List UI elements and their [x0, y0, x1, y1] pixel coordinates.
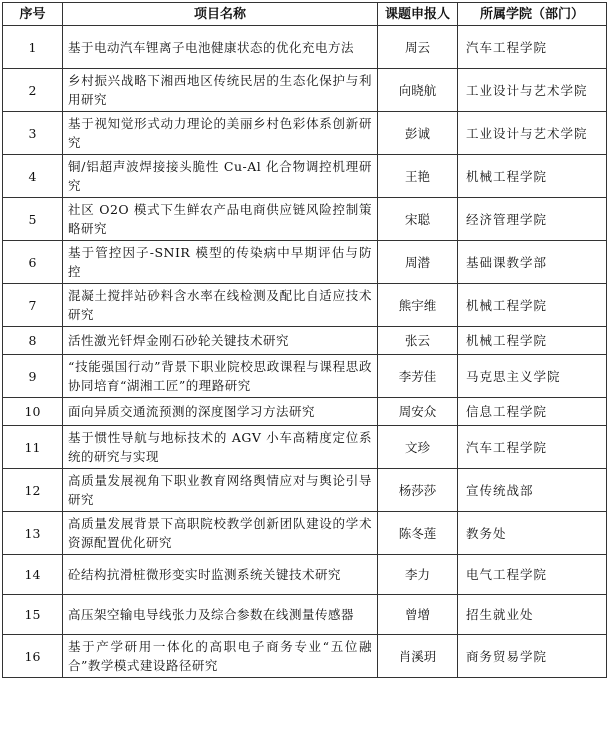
row-applicant: 熊宇维	[378, 284, 458, 327]
row-serial-number: 10	[3, 398, 63, 426]
row-college: 工业设计与艺术学院	[458, 69, 607, 112]
table-row	[3, 555, 607, 595]
row-project-name: 乡村振兴战略下湘西地区传统民居的生态化保护与利用研究	[63, 69, 378, 112]
table-header-row	[3, 3, 607, 26]
row-college: 机械工程学院	[458, 155, 607, 198]
table-body	[3, 26, 607, 678]
row-serial-number: 6	[3, 241, 63, 284]
table-row	[3, 112, 607, 155]
table-row	[3, 469, 607, 512]
table-row	[3, 426, 607, 469]
table-row	[3, 635, 607, 678]
row-serial-number: 16	[3, 635, 63, 678]
row-applicant: 王艳	[378, 155, 458, 198]
row-project-name: 高质量发展视角下职业教育网络舆情应对与舆论引导研究	[63, 469, 378, 512]
row-serial-number: 2	[3, 69, 63, 112]
row-college: 马克思主义学院	[458, 355, 607, 398]
row-project-name: “技能强国行动”背景下职业院校思政课程与课程思政协同培育“湖湘工匠”的理路研究	[63, 355, 378, 398]
row-college: 经济管理学院	[458, 198, 607, 241]
row-college: 汽车工程学院	[458, 426, 607, 469]
row-project-name: 基于惯性导航与地标技术的 AGV 小车高精度定位系统的研究与实现	[63, 426, 378, 469]
row-college: 工业设计与艺术学院	[458, 112, 607, 155]
row-college: 机械工程学院	[458, 327, 607, 355]
row-project-name: 基于管控因子-SNIR 模型的传染病中早期评估与防控	[63, 241, 378, 284]
table-row	[3, 512, 607, 555]
row-project-name: 基于视知觉形式动力理论的美丽乡村色彩体系创新研究	[63, 112, 378, 155]
header-project-name: 项目名称	[63, 3, 378, 26]
row-serial-number: 12	[3, 469, 63, 512]
row-serial-number: 8	[3, 327, 63, 355]
row-college: 信息工程学院	[458, 398, 607, 426]
row-serial-number: 5	[3, 198, 63, 241]
row-project-name: 活性激光钎焊金刚石砂轮关键技术研究	[63, 327, 378, 355]
table-row	[3, 398, 607, 426]
row-project-name: 砼结构抗滑桩微形变实时监测系统关键技术研究	[63, 555, 378, 595]
table-row	[3, 26, 607, 69]
table-row	[3, 69, 607, 112]
row-applicant: 曾增	[378, 595, 458, 635]
row-serial-number: 13	[3, 512, 63, 555]
row-applicant: 向晓航	[378, 69, 458, 112]
table-row	[3, 284, 607, 327]
row-serial-number: 11	[3, 426, 63, 469]
row-serial-number: 15	[3, 595, 63, 635]
table-row	[3, 155, 607, 198]
row-applicant: 周云	[378, 26, 458, 69]
row-applicant: 文珍	[378, 426, 458, 469]
row-serial-number: 1	[3, 26, 63, 69]
header-applicant: 课题申报人	[378, 3, 458, 26]
row-applicant: 杨莎莎	[378, 469, 458, 512]
row-project-name: 高质量发展背景下高职院校教学创新团队建设的学术资源配置优化研究	[63, 512, 378, 555]
row-applicant: 周潜	[378, 241, 458, 284]
row-college: 机械工程学院	[458, 284, 607, 327]
row-college: 招生就业处	[458, 595, 607, 635]
row-project-name: 基于产学研用一体化的高职电子商务专业“五位融合”教学模式建设路径研究	[63, 635, 378, 678]
row-college: 基础课教学部	[458, 241, 607, 284]
project-list-table	[2, 2, 607, 678]
row-college: 教务处	[458, 512, 607, 555]
row-serial-number: 4	[3, 155, 63, 198]
row-project-name: 基于电动汽车锂离子电池健康状态的优化充电方法	[63, 26, 378, 69]
row-applicant: 李芳佳	[378, 355, 458, 398]
row-project-name: 混凝土搅拌站砂料含水率在线检测及配比自适应技术研究	[63, 284, 378, 327]
row-project-name: 铜/铝超声波焊接接头脆性 Cu-Al 化合物调控机理研究	[63, 155, 378, 198]
row-applicant: 彭诚	[378, 112, 458, 155]
table-row	[3, 595, 607, 635]
row-serial-number: 7	[3, 284, 63, 327]
row-college: 电气工程学院	[458, 555, 607, 595]
table-row	[3, 355, 607, 398]
row-college: 商务贸易学院	[458, 635, 607, 678]
row-serial-number: 3	[3, 112, 63, 155]
row-applicant: 陈冬莲	[378, 512, 458, 555]
row-serial-number: 9	[3, 355, 63, 398]
header-college: 所属学院（部门）	[458, 3, 607, 26]
row-applicant: 周安众	[378, 398, 458, 426]
row-college: 汽车工程学院	[458, 26, 607, 69]
row-applicant: 肖溪玥	[378, 635, 458, 678]
table-row	[3, 198, 607, 241]
row-applicant: 宋聪	[378, 198, 458, 241]
row-serial-number: 14	[3, 555, 63, 595]
table-row	[3, 241, 607, 284]
row-project-name: 高压架空输电导线张力及综合参数在线测量传感器	[63, 595, 378, 635]
row-applicant: 李力	[378, 555, 458, 595]
header-serial-number: 序号	[3, 3, 63, 26]
row-project-name: 社区 O2O 模式下生鲜农产品电商供应链风险控制策略研究	[63, 198, 378, 241]
table-row	[3, 327, 607, 355]
row-project-name: 面向异质交通流预测的深度图学习方法研究	[63, 398, 378, 426]
row-college: 宣传统战部	[458, 469, 607, 512]
row-applicant: 张云	[378, 327, 458, 355]
